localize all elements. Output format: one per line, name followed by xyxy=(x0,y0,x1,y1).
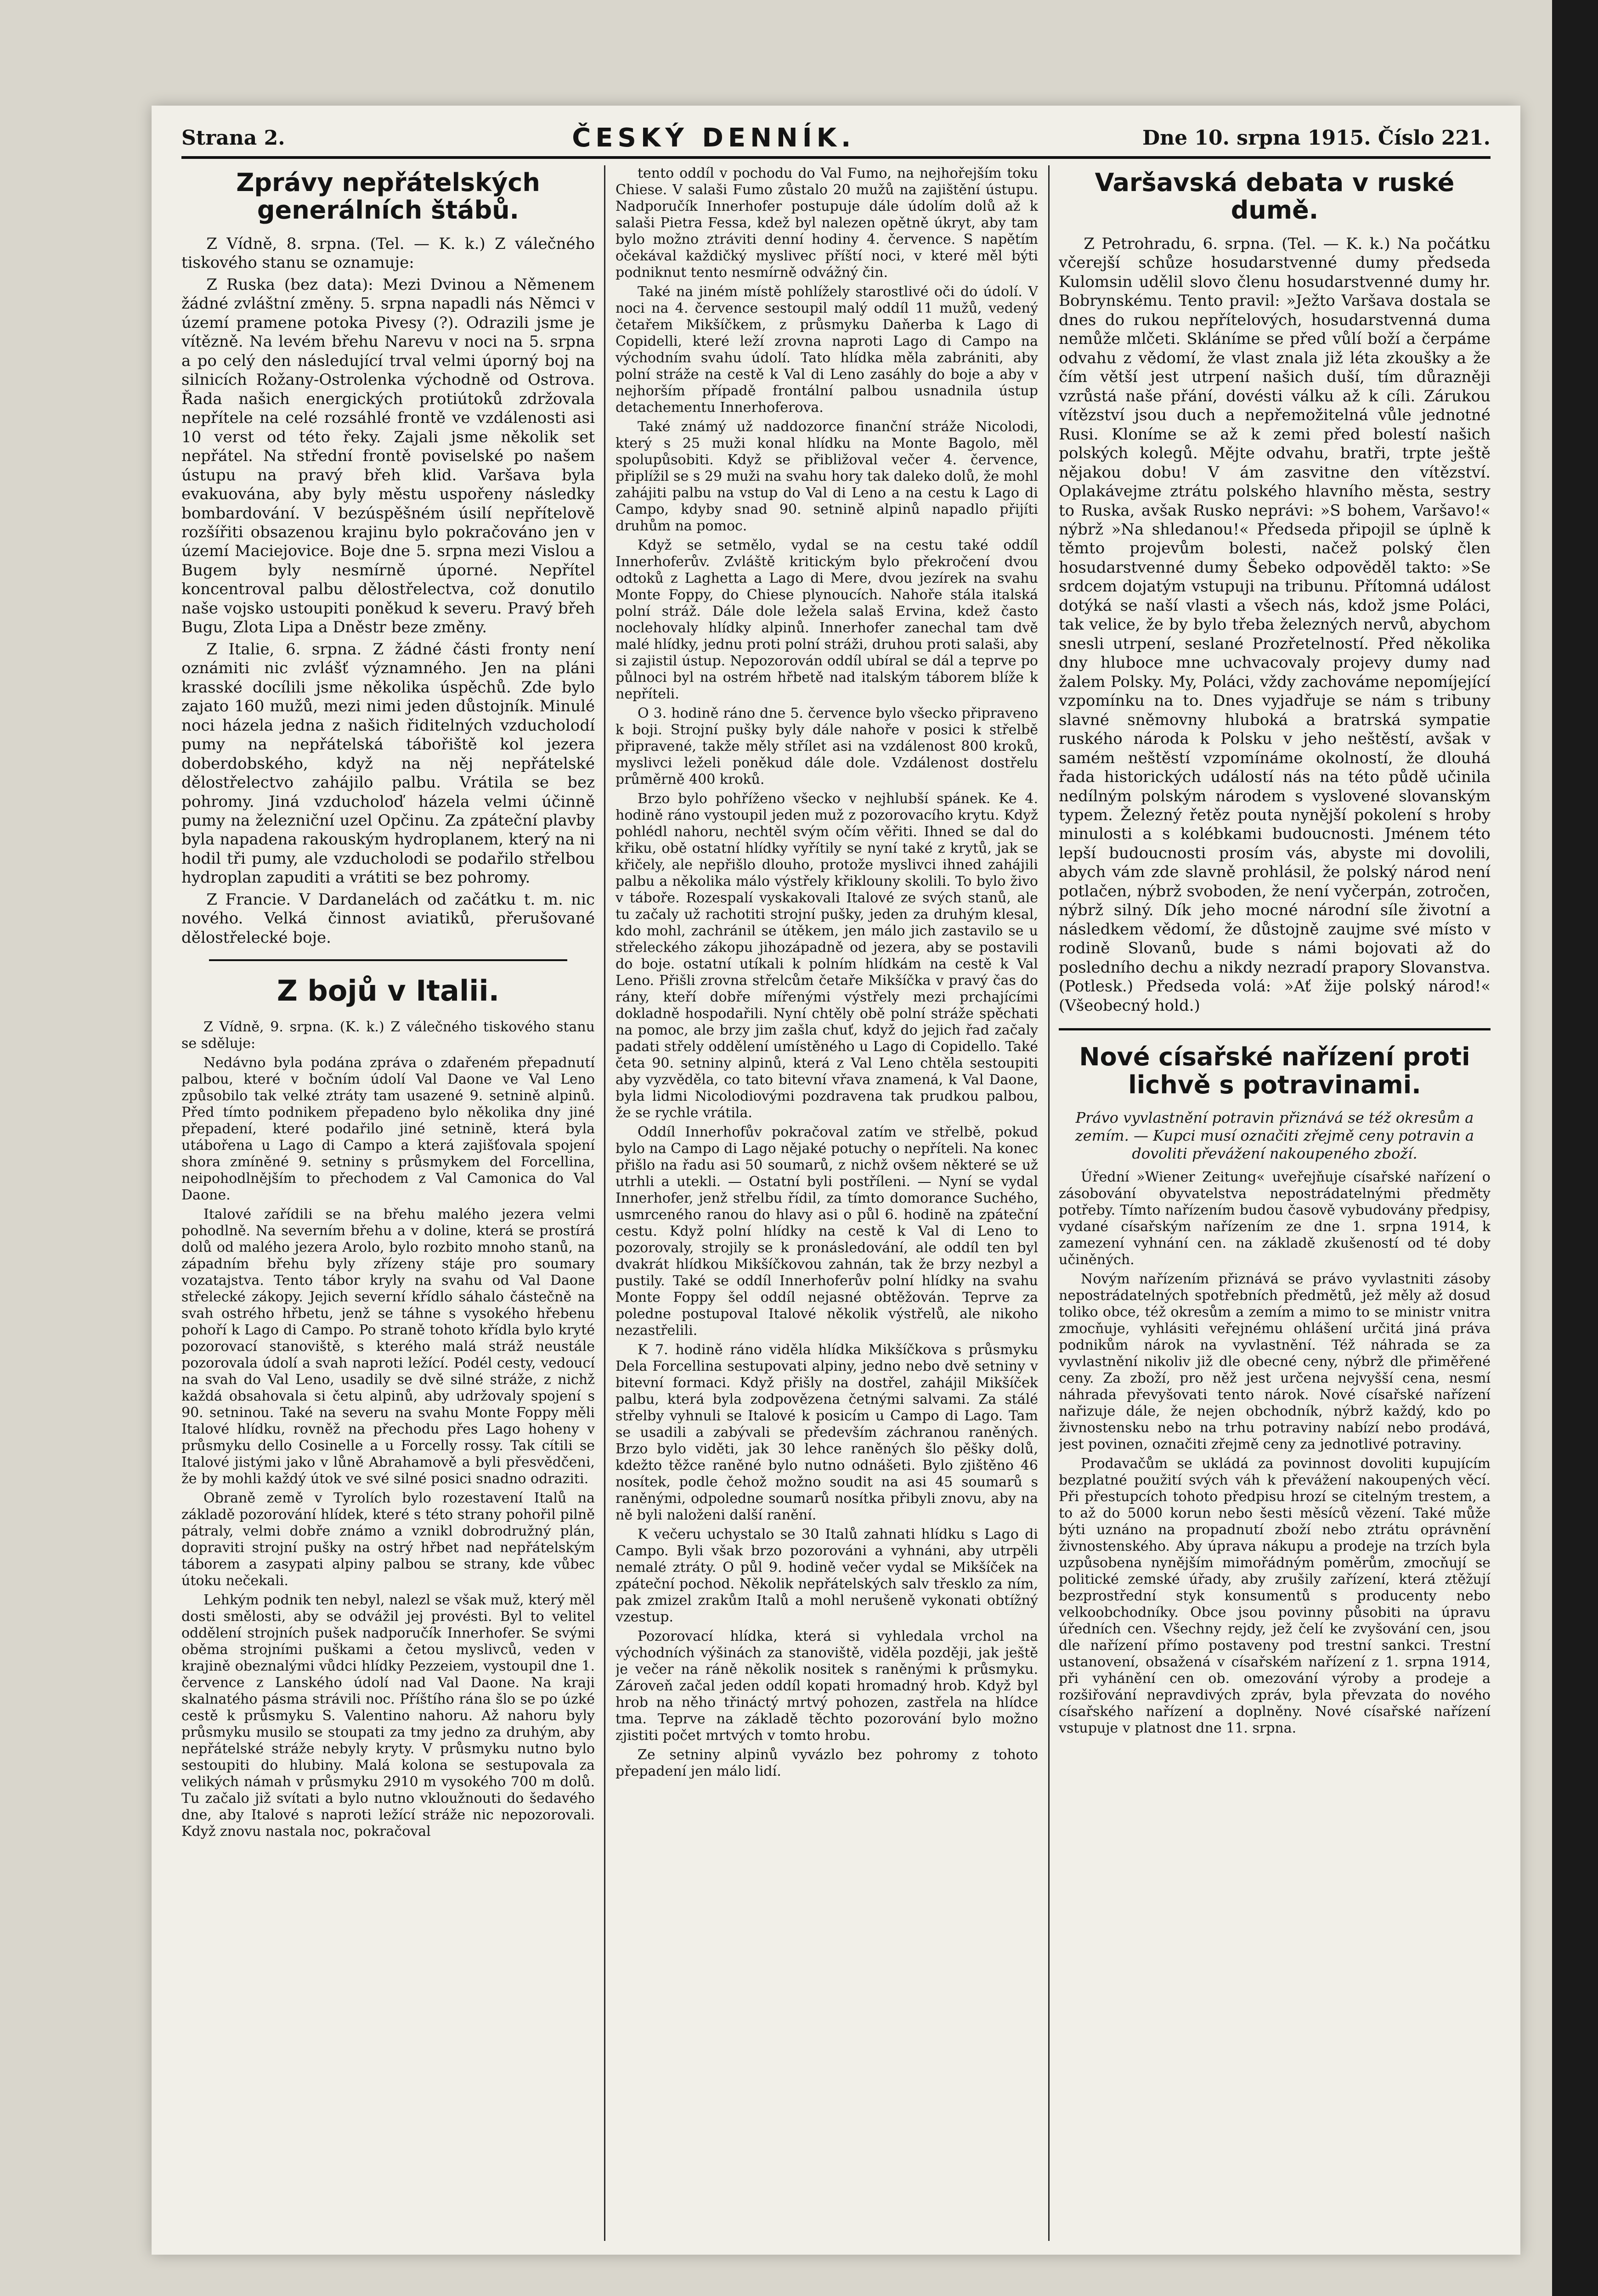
article-paragraph: Italové zařídili se na břehu malého jezera velmi pohodlně. Na severním břehu a v doline, která se prostírá dolů od malého jezera Arolo, bylo rozbito mnoho stanů, na západním břehu byly zřízeny stáje pro soumary vozatajstva. Tento tábor kryly na svahu od Val Daone střelecké zákopy. Jejich severní křídlo sáhalo částečně na svah ostrého hřbetu, jenž se táhne s vysokého hřebenu pohoří k Lago di Campo. Po straně tohoto křídla bylo kryté pozorovací stanoviště, s kterého malá stráž neustále pozorovala údolí a svah naproti ležící. Podél cesty, vedoucí na svah do Val Leno, usadily se dvě silné stráže, z nichž každá obsahovala si četu alpinů, aby udržovaly spojení s 90. setninou. Také na severu na svahu Monte Foppy měli Italové hlídku, rovněž na přechodu přes Lago hoheny v průsmyku dello Cosinelle a u Forcelly rossy. Tak cítili se Italové jistými jako v lůně Abrahamově a byli přesvědčeni, že by mohli každý útok ve své silné posici snadno odraziti. xyxy=(181,1206,595,1487)
article-paragraph: K večeru uchystalo se 30 Italů zahnati hlídku s Lago di Campo. Byli však brzo pozorováni a vyhnáni, aby utrpěli nemalé ztráty. O půl 9. hodině večer vydal se Mikšíček na zpáteční pochod. Několik nepřátelských salv třesklo za ním, pak zmizel zrakům Italů a mohl nerušeně vykonati obtížný vzestup. xyxy=(615,1526,1038,1625)
article-paragraph: Z Vídně, 8. srpna. (Tel. — K. k.) Z válečného tiskového stanu se oznamuje: xyxy=(181,234,595,272)
article-paragraph: Nedávno byla podána zpráva o zdařeném přepadnutí palbou, které v bočním údolí Val Daone ve Val Leno způsobilo tak velké ztráty tam usazené 9. setnině alpinů. Před tímto podnikem přepadeno bylo několika dny jiné přepadení, které podařilo jiné setnině, která byla utábořena u Lago di Campo a která zajišťovala spojení shora zmíněné 9. setniny s průsmykem del Forcellina, neipohodlnějším to přechodem z Val Camonica do Val Daone. xyxy=(181,1054,595,1203)
article-paragraph: O 3. hodině ráno dne 5. července bylo všecko připraveno k boji. Strojní pušky byly dále nahoře v posici k střelbě připravené, takže měly střílet asi na vzdálenost 800 kroků, myslivci leželi poněkud dále dole. Vzdálenost dostřelu průměrně 400 kroků. xyxy=(615,705,1038,788)
column-3 xyxy=(1059,165,1491,2241)
article-paragraph: Prodavačům se ukládá za povinnost dovoliti kupujícím bezplatné použití svých váh k převážení nakoupených věcí. Při přestupcích tohoto předpisu hrozí se citelným trestem, a to až do 5000 korun nebo šesti měsíců vězení. Také může býti uznáno na propadnutí zboží nebo ztrátu oprávnění živnostenského. Aby úprava nákupu a prodeje na trzích byla uzpůsobena nynějším mimořádným poměrům, zmocňují se politické zemské úřady, aby zrušily zařízení, která ztěžují bezprostřední styk konsumentů s producenty nebo velkoobchodníky. Obce jsou povinny působiti na úpravu úředních cen. Všechny rejdy, jež čelí ke zvyšování cen, jsou dle nařízení přímo postaveny pod trestní sankci. Trestní ustanovení, obsažená v císařském nařízení z 1. srpna 1914, při vyhánění cen ob. omezování výroby a prodeje a rozšiřování nepravdivých zpráv, byla převzata do nového císařského nařízení a doplněny. Nové císařské nařízení vstupuje v platnost dne 11. srpna. xyxy=(1059,1456,1491,1737)
article-paragraph: Pozorovací hlídka, která si vyhledala vrchol na východních výšinách za stanoviště, viděla později, jak ještě je večer na ráně několik nositek s raněnými k průsmyku. Zároveň začal jeden oddíl kopati hromadný hrob. Když byl hrob na něho třináctý mrtvý pohozen, zastřela na hlídce tma. Teprve na základě těchto pozorování bylo možno zjistiti počet mrtvých v tomto hrobu. xyxy=(615,1628,1038,1744)
scan-border xyxy=(1552,0,1598,2296)
column-2 xyxy=(615,165,1038,2241)
article-paragraph: Z Petrohradu, 6. srpna. (Tel. — K. k.) Na počátku včerejší schůze hosudarstvenné dumy předseda Kulomsin udělil slovo členu hosudarstvenné dumy hr. Bobrynskému. Tento pravil: »Ježto Varšava dostala se dnes do rukou nepřítelových, hosudarstvenná duma nemůže mlčeti. Skláníme se před vůlí boží a čerpáme odvahu z vědomí, že vlast znala již léta zkoušky a že čím větší jest utrpení našich duší, tím důrazněji vzrůstá naše přání, dovésti válku až k cíli. Zárukou vítězství jsou duch a nepřemožitelná vůle jednotné Rusi. Kloníme se až k zemi před bolestí našich polských kolegů. Mějte odvahu, bratři, trpte ještě nějakou dobu! V ám zasvitne den vítězství. Oplakávejme ztrátu polského hlavního města, sestry to Ruska, avšak Rusko neprávi: »S bohem, Varšavo!« nýbrž »Na shledanou!« Předseda připojil se úplně k těmto projevům bolesti, načež polský člen hosudarstvenné dumy Šebeko odpověděl takto: »Se srdcem dojatým vstupuji na tribunu. Přítomná událost dotýká se naší vlasti a všech nás, kdož jsme Poláci, tak velice, že by bylo třeba železných nervů, abychom snesli utrpení, seslané Prozřetelností. Před několika dny hluboce mne uchvacovaly projevy dumy nad žalem Polsky. My, Poláci, vždy zachováme nepomíjející vzpomínku na to. Dnes vyjadřuje se nám s tribuny slavné sněmovny hluboká a bratrská sympatie ruského národa k Polsku v jeho neštěstí, avšak v samém neštěstí vzpomínáme okolností, že dlouhá řada historických událostí nás na této půdě učinila nedílným polským národem s vyslovené slovanským typem. Železný řetěz pouta nynější pokolení s hroby minulosti a s kolébkami budoucnosti. Jménem této lepší budoucnosti prosím vás, abyste mi dovolili, abych vám zde slavně prohlásil, že polský národ není potlačen, nýbrž svoboden, že není vyčerpán, zotročen, nýbrž silný. Dík jeho mocné národní síle životní a následkem vědomí, že důstojně zaujme své místo v rodině Slovanů, bude s námi bojovati až do posledního dechu a nikdy nezradí prapory Slovanstva. (Potlesk.) Předseda volá: »Ať žije polský národ!« (Všeobecný hold.) xyxy=(1059,234,1491,1015)
article-paragraph: Také známý už naddozorce finanční stráže Nicolodi, který s 25 muži konal hlídku na Monte Bagolo, měl spolupůsobiti. Když se přibližoval večer 4. července, připlížil se s 29 muži na svahu hory tak daleko dolů, že mohl zahájiti palbu na vstup do Val di Leno a na cestu k Lago di Campo, kdyby snad 90. setnině alpinů napadlo přijíti druhům na pomoc. xyxy=(615,419,1038,534)
section-divider xyxy=(209,959,567,961)
article-paragraph: Oddíl Innerhofův pokračoval zatím ve střelbě, pokud bylo na Campo di Lago nějaké potuchy o nepříteli. Na konec přišlo na řadu asi 50 soumarů, z nichž ovšem některé se už utrhli a utekli. — Ostatní byli postříleni. — Nyní se vydal Innerhofer, jenž střelbu řídil, za tímto domorance Suchého, usmrceného ranou do hlavy asi o půl 6. hodině na zpáteční cestu. Když polní hlídky na cestě k Val di Leno to pozorovaly, strojily se k pronásledování, ale oddíl ten byl dvakrát hlídkou Mikšíčkovou zahnán, tak že brzy nezbyl a pustily. Také se oddíl Innerhoferův polní hlídky na svahu Monte Foppy šel oddíl nejasné obtěžován. Teprve za poledne postupoval Italové několik výstřelů, ale nikoho nezastřelili. xyxy=(615,1124,1038,1339)
article-paragraph: Z Ruska (bez data): Mezi Dvinou a Němenem žádné zvláštní změny. 5. srpna napadli nás Němci v území pramene potoka Pivesy (?). Odrazili jsme je vítězně. Na levém břehu Narevu v noci na 5. srpna a po celý den následující trval velmi úporný boj na silnicích Rožany-Ostrolenka východně od Ostrova. Řada našich energických protiútoků zdržovala nepřítele na celé rozsáhlé frontě ve vzdálenosti asi 10 verst od této řeky. Zajali jsme několik set nepřátel. Na střední frontě poviselské po našem ústupu na pravý břeh klid. Varšava byla evakuována, aby byly městu uspořeny následky bombardování. V bezúspěšném úsilí nepřítelově rozšířiti obsazenou krajinu bylo pokračováno jen v území Maciejovice. Boje dne 5. srpna mezi Vislou a Bugem byly nesmírně úporné. Nepřítel koncentroval palbu dělostřelectva, což donutilo naše vojsko ustoupiti poněkud k severu. Pravý břeh Bugu, Zlota Lipa a Dněstr beze změny. xyxy=(181,275,595,637)
column-1 xyxy=(181,165,595,2241)
headline-italy: Z bojů v Italii. xyxy=(277,974,500,1008)
article-paragraph: Z Francie. V Dardanelách od začátku t. m. nic nového. Velká činnost aviatiků, přerušované dělostřelecké boje. xyxy=(181,890,595,947)
column-rule xyxy=(604,165,605,2241)
article-paragraph: Ze setniny alpinů vyvázlo bez pohromy z tohoto přepadení jen málo lidí. xyxy=(615,1747,1038,1779)
page-number: Strana 2. xyxy=(181,126,285,150)
article-paragraph: Brzo bylo pohříženo všecko v nejhlubší spánek. Ke 4. hodině ráno vystoupil jeden muž z pozorovacího krytu. Když pohlédl nahoru, nechtěl svým očím věřiti. Ihned se dal do křiku, obě ostatní hlídky vyřítily se nyní také z krytů, jak se křičely, ale nepřišlo dlouho, protože myslivci ihned zahájili palbu a několika málo výstřely křiklouny skolili. To bylo živo v táboře. Rozespalí vyskakovali Italové ze svých stanů, ale tu začaly už rachotiti strojní pušky, jeden za druhým klesal, kdo mohl, zachránil se útěkem, jen málo jich zastavilo se u střeleckého zákopu jihozápadně od jezera, aby se postavili do boje. ostatní utíkali k polním hlídkám na cestě k Val Leno. Přišli zrovna střelcům četaře Mikšíčka v pravý čas do rány, kteří dobře mířenými výstřely mezi prchajícími dokladně hospodařili. Nyní chtěly obě polní stráže spěchati na pomoc, ale brzy jim zašla chuť, když do jejich řad začaly padati střely oddělení umístěného u Lago di Copidello. Také četa 90. setniny alpinů, která z Val Leno chtěla sestoupiti aby vyzvěděla, co tato bitevní vřava znamená, k Val Daone, byla lidmi Nicolodiovými pozdravena tak prudkou palbou, že se rychle vrátila. xyxy=(615,791,1038,1121)
article-paragraph: Úřední »Wiener Zeitung« uveřejňuje císařské nařízení o zásobování obyvatelstva nepostrádatelnými předměty potřeby. Tímto nařízením budou časově vybudovány předpisy, vydané císařským nařízením ze dne 1. srpna 1914, k zamezení vyhnání cen. na základě zkušeností od té doby učiněných. xyxy=(1059,1169,1491,1268)
issue-date: Dne 10. srpna 1915. Číslo 221. xyxy=(1142,126,1491,150)
section-divider xyxy=(1059,1028,1491,1030)
newspaper-title: ČESKÝ DENNÍK. xyxy=(572,123,856,153)
article-paragraph: Lehkým podnik ten nebyl, nalezl se však muž, který měl dosti smělosti, aby se odvážil jej provésti. Byl to velitel oddělení strojních pušek nadporučík Innerhofer. Se svými oběma strojními puškami a četou myslivců, veden v krajině obeznalými vůdci hlídky Pezzeiem, vystoupil dne 1. července z Lanského údolí nad Val Daone. Na kraji skalnatého pásma strávili noc. Příštího rána šlo se po úzké cestě k průsmyku S. Valentino nahoru. Až nahoru byly průsmyku musilo se stoupati za tmy jedno za druhým, aby nepřátelské stráže nebyly kryty. V průsmyku nutno bylo sestoupiti do hlubiny. Malá kolona se sestupovala za velikých námah v průsmyku 2910 m vysokého 700 m dolů. Tu začalo již svítati a bylo nutno vkloužnouti do šedavého dne, aby Italové s naproti ležící stráže nic nepozorovali. Když znovu nastala noc, pokračoval xyxy=(181,1592,595,1840)
article-paragraph: Také na jiném místě pohlížely starostlivé oči do údolí. V noci na 4. července sestoupil malý oddíl 11 mužů, vedený četařem Mikšíčkem, z průsmyku Daňerba k Lago di Copidelli, které leží zrovna naproti Lago di Campo na východním svahu údolí. Tato hlídka měla zabrániti, aby polní stráže na cestě k Val di Leno zasáhly do boje a aby v nejhorším případě frontální palbou usnadnila ústup detachementu Innerhoferova. xyxy=(615,284,1038,416)
article-paragraph: Když se setmělo, vydal se na cestu také oddíl Innerhoferův. Zvláště kritickým bylo překročení dvou odtoků z Laghetta a Lago di Mere, dvou jezírek na svahu Monte Foppy, do Chiese plynoucích. Nahoře stála italská polní stráž. Dále dole ležela salaš Ervina, kdež často noclehovaly hlídky alpinů. Innerhofer zanechal tam dvě malé hlídky, jednu proti polní stráži, druhou proti salaši, aby si zajistil ústup. Nepozorován oddíl ubíral se dál a teprve po půlnoci byl na ostrém hřbetě nad italským táborem blíže k nepříteli. xyxy=(615,537,1038,702)
headline-warsaw-debate: Varšavská debata v ruské dumě. xyxy=(1095,168,1455,225)
article-paragraph: Z Italie, 6. srpna. Z žádné části fronty není oznámiti nic zvlášť významného. Jen na pláni krasské docílili jsme několika úspěchů. Zde bylo zajato 160 mužů, mezi nimi jeden důstojník. Minulé noci házela jedna z našich řiditelných vzducholodí pumy na nepřátelská tábořiště kol jezera doberdobského, když na něj nepřátelské dělostřelectvo zahájilo palbu. Vrátila se bez pohromy. Jiná vzducholoď házela velmi účinně pumy na železniční uzel Opčinu. Za zpáteční plavby byla napadena rakouským hydroplanem, který na ni hodil tři pumy, ale vzducholodi se podařilo střelbou hydroplan zapuditi a vrátiti se bez pohromy. xyxy=(181,640,595,887)
article-paragraph: Z Vídně, 9. srpna. (K. k.) Z válečného tiskového stanu se sděluje: xyxy=(181,1019,595,1052)
article-paragraph: tento oddíl v pochodu do Val Fumo, na nejhořejším toku Chiese. V salaši Fumo zůstalo 20 mužů na zajištění ústupu. Nadporučík Innerhofer postupuje dále údolím dolů až k salaši Pietra Fessa, kdež byl nalezen opětně úkryt, aby tam bylo možno ztráviti denní hodiny 4. července. S napětím očekával každičký myslivec příští noci, v které měl býti podniknut tento nesmírně odvážný čin. xyxy=(615,165,1038,281)
article-paragraph: K 7. hodině ráno viděla hlídka Mikšíčkova s průsmyku Dela Forcellina sestupovati alpiny, jedno nebo dvě setniny v bitevní formaci. Když přišly na dostřel, zahájil Mikšíček palbu, která byla zodpovězena četnými salvami. Za stálé střelby vyhnuli se Italové k posicím u Campo di Lago. Tam se usadili a zabývali se především záchranou raněných. Brzo bylo viděti, jak 30 lehce raněných šlo pěšky dolů, kdežto těžce raněné bylo nutno odnášeti. Bylo zjištěno 46 nosítek, podle čehož možno soudit na asi 45 soumarů s raněnými, odpoledne soumarů nosítka přibyli znovu, aby na ně byli naloženi další ranění. xyxy=(615,1342,1038,1523)
headline-decree: Nové císařské nařízení proti lichvě s potravinami. xyxy=(1079,1042,1470,1099)
article-paragraph: Novým nařízením přiznává se právo vyvlastniti zásoby nepostrádatelných spotřebních předmětů, jež měly až dosud toliko obce, též okresům a zemím a mimo to se ministr vnitra zmocňuje, vyhlásiti veřejnému ohlášení určitá jiná práva podnikům nárok na vyvlastnění. Též náhrada se za vyvlastnění nikoliv již dle obecné ceny, nýbrž dle přiměřené ceny. Za zboží, pro něž jest určena nejvyšší cena, nesmí náhrada převyšovati tento nárok. Nové císařské nařízení nařizuje dále, že nejen obchodník, nýbrž každý, kdo po živnostensku nebo na trhu potraviny nabízí nebo prodává, jest povinen, označiti zřejmě ceny za jednotlivé potraviny. xyxy=(1059,1271,1491,1453)
column-rule xyxy=(1048,165,1050,2241)
newspaper-page xyxy=(152,106,1520,2255)
headline-staff-reports: Zprávy nepřátelských generálních štábů. xyxy=(236,168,540,225)
masthead xyxy=(181,119,1491,159)
article-lede: Právo vyvlastnění potravin přiznává se též okresům a zemím. — Kupci musí označiti zřejmě ceny potravin a dovoliti převážení nakoupeného zboží. xyxy=(1075,1109,1474,1163)
article-paragraph: Obraně země v Tyrolích bylo rozestavení Italů na základě pozorování hlídek, které s této strany pohořil pilně pátraly, velmi dobře známo a vznikl dobrodružný plán, dopraviti strojní pušky na ostrý hřbet nad nepřátelským táborem a zasypati alpiny palbou se strany, kde vůbec útoku nečekali. xyxy=(181,1490,595,1589)
